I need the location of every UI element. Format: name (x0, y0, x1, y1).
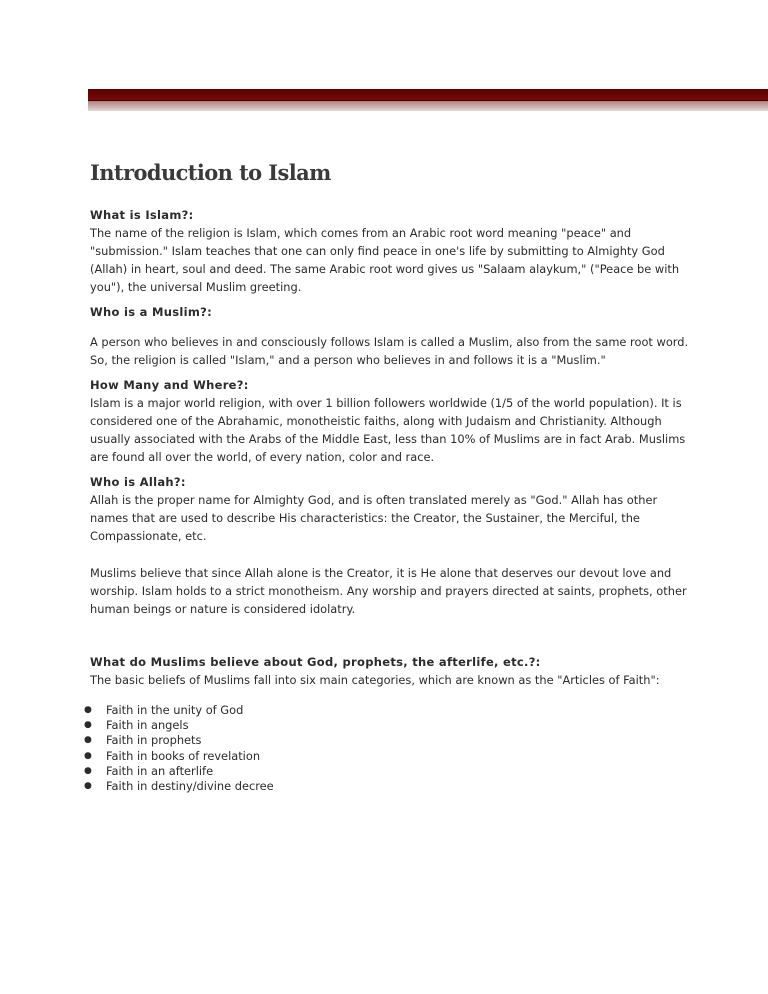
section-heading-who-is-allah: Who is Allah?: (90, 475, 186, 489)
section-heading-how-many-and-where: How Many and Where?: (90, 378, 249, 392)
section-heading-who-is-a-muslim: Who is a Muslim?: (90, 305, 213, 319)
list-item: ● Faith in the unity of God (84, 703, 244, 717)
section-heading-muslim-beliefs: What do Muslims believe about God, prophets, the afterlife, etc.?: (90, 655, 541, 669)
bullet-icon: ● (84, 765, 92, 776)
document-body (84, 155, 690, 794)
articles-of-faith-list (84, 703, 690, 794)
bullet-icon: ● (84, 781, 92, 792)
list-item: ● Faith in prophets (84, 733, 202, 748)
page-title: Introduction to Islam (90, 160, 331, 185)
section-paragraph: The basic beliefs of Muslims fall into six main categories, which are known as the "Articles of Faith": (90, 673, 660, 687)
section-heading-what-is-islam: What is Islam?: (90, 208, 194, 222)
list-item: ● Faith in angels (84, 718, 189, 733)
bullet-icon: ● (84, 735, 92, 746)
section-paragraph: The name of the religion is Islam, which comes from an Arabic root word meaning "peace" and "submission." Islam teaches that one can only find peace in one's life by submitting to Almighty God (Allah) in heart, soul and deed. The same Arabic root word gives us "Salaam alaykum," ("Peace be with you"), the universal Muslim greeting. (90, 226, 680, 294)
bullet-icon: ● (84, 720, 92, 731)
list-item: ● Faith in destiny/divine decree (84, 779, 274, 794)
section-paragraph: Islam is a major world religion, with over 1 billion followers worldwide (1/5 of the world population). It is considered one of the Abrahamic, monotheistic faiths, along with Judaism and Christianity. Although usually associated with the Arabs of the Middle East, less than 10% of Muslims are in fact Arab. Muslims are found all over the world, of every nation, color and race. (90, 396, 686, 464)
section-paragraph: Muslims believe that since Allah alone is the Creator, it is He alone that deserves our devout love and worship. Islam holds to a strict monotheism. Any worship and prayers directed at saints, prophets, other human beings or nature is considered idolatry. (90, 566, 687, 616)
section-paragraph: Allah is the proper name for Almighty God, and is often translated merely as "God." Allah has other names that are used to describe His characteristics: the Creator, the Sustainer, the Merciful, the Compassionate, etc. (90, 493, 658, 543)
header-decorative-bar (88, 89, 768, 111)
section-paragraph: A person who believes in and consciously follows Islam is called a Muslim, also from the same root word. So, the religion is called "Islam," and a person who believes in and follows it is a "Muslim." (90, 335, 689, 367)
header-bar-light-band (88, 101, 768, 111)
list-item: ● Faith in an afterlife (84, 763, 214, 778)
bullet-icon: ● (84, 705, 92, 715)
list-item: ● Faith in books of revelation (84, 748, 261, 763)
bullet-icon: ● (84, 750, 92, 761)
